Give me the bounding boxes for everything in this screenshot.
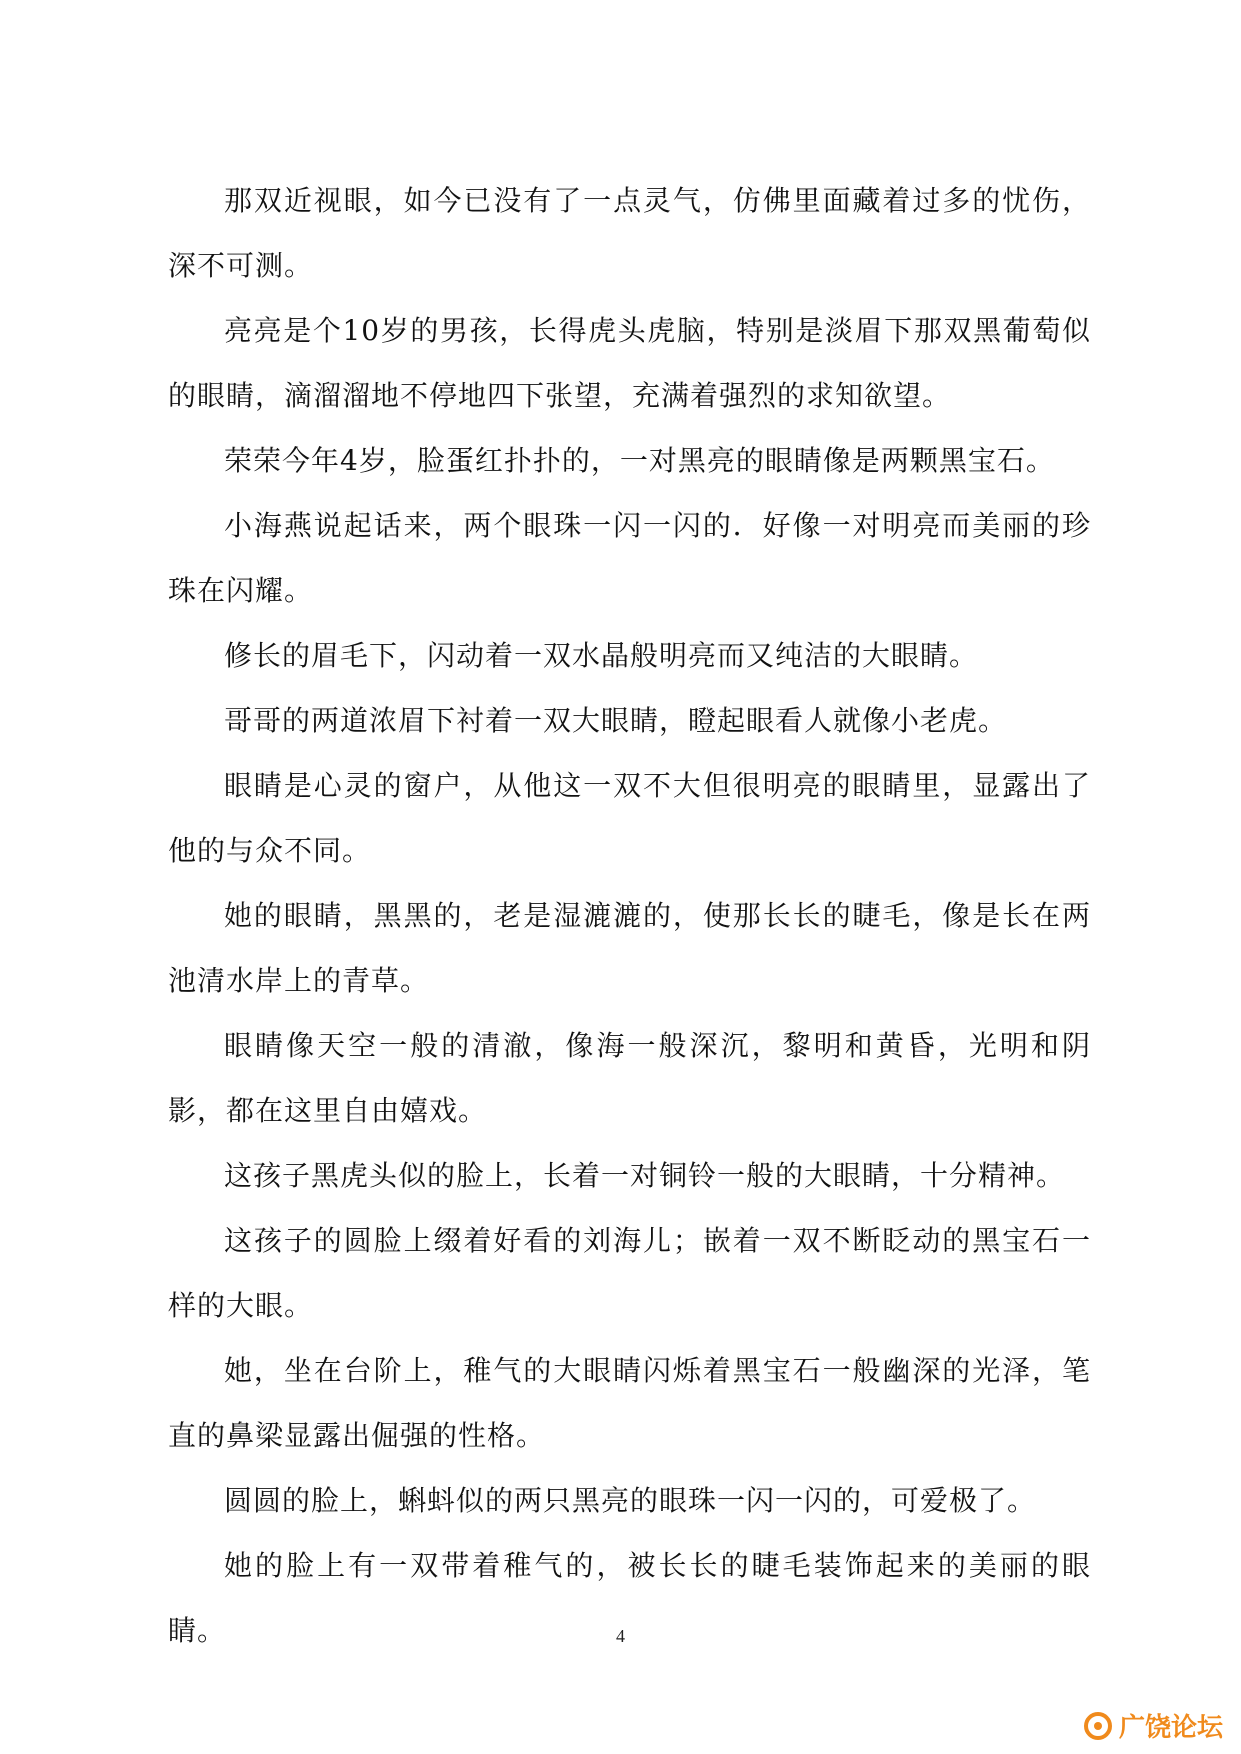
paragraph: 眼睛像天空一般的清澈，像海一般深沉，黎明和黄昏，光明和阴影，都在这里自由嬉戏。 bbox=[168, 1029, 1091, 1127]
paragraph: 那双近视眼，如今已没有了一点灵气，仿佛里面藏着过多的忧伤，深不可测。 bbox=[168, 184, 1091, 282]
paragraph: 荣荣今年4岁，脸蛋红扑扑的，一对黑亮的眼睛像是两颗黑宝石。 bbox=[224, 444, 1055, 477]
paragraph: 她的脸上有一双带着稚气的，被长长的睫毛装饰起来的美丽的眼睛。 bbox=[168, 1549, 1091, 1647]
logo-icon bbox=[1083, 1711, 1113, 1741]
document-body bbox=[168, 168, 1091, 1663]
page-number: 4 bbox=[616, 1626, 625, 1646]
paragraph: 小海燕说起话来，两个眼珠一闪一闪的．好像一对明亮而美丽的珍珠在闪耀。 bbox=[168, 509, 1091, 607]
paragraph: 圆圆的脸上，蝌蚪似的两只黑亮的眼珠一闪一闪的，可爱极了。 bbox=[224, 1484, 1037, 1517]
watermark-text: 广饶论坛 bbox=[1118, 1713, 1223, 1743]
paragraph: 这孩子黑虎头似的脸上，长着一对铜铃一般的大眼睛，十分精神。 bbox=[224, 1159, 1066, 1192]
paragraph: 这孩子的圆脸上缀着好看的刘海儿；嵌着一双不断眨动的黑宝石一样的大眼。 bbox=[168, 1224, 1091, 1322]
paragraph: 亮亮是个10岁的男孩，长得虎头虎脑，特别是淡眉下那双黑葡萄似的眼睛，滴溜溜地不停地四下张望，充满着强烈的求知欲望。 bbox=[168, 314, 1091, 412]
paragraph: 她，坐在台阶上，稚气的大眼睛闪烁着黑宝石一般幽深的光泽，笔直的鼻梁显露出倔强的性格。 bbox=[168, 1354, 1091, 1452]
paragraph: 眼睛是心灵的窗户，从他这一双不大但很明亮的眼睛里，显露出了他的与众不同。 bbox=[168, 769, 1091, 867]
paragraph: 修长的眉毛下，闪动着一双水晶般明亮而又纯洁的大眼睛。 bbox=[224, 639, 979, 672]
paragraph: 她的眼睛，黑黑的，老是湿漉漉的，使那长长的睫毛，像是长在两池清水岸上的青草。 bbox=[168, 899, 1091, 997]
site-watermark bbox=[1083, 1707, 1223, 1744]
paragraph: 哥哥的两道浓眉下衬着一双大眼睛，瞪起眼看人就像小老虎。 bbox=[224, 704, 1008, 737]
